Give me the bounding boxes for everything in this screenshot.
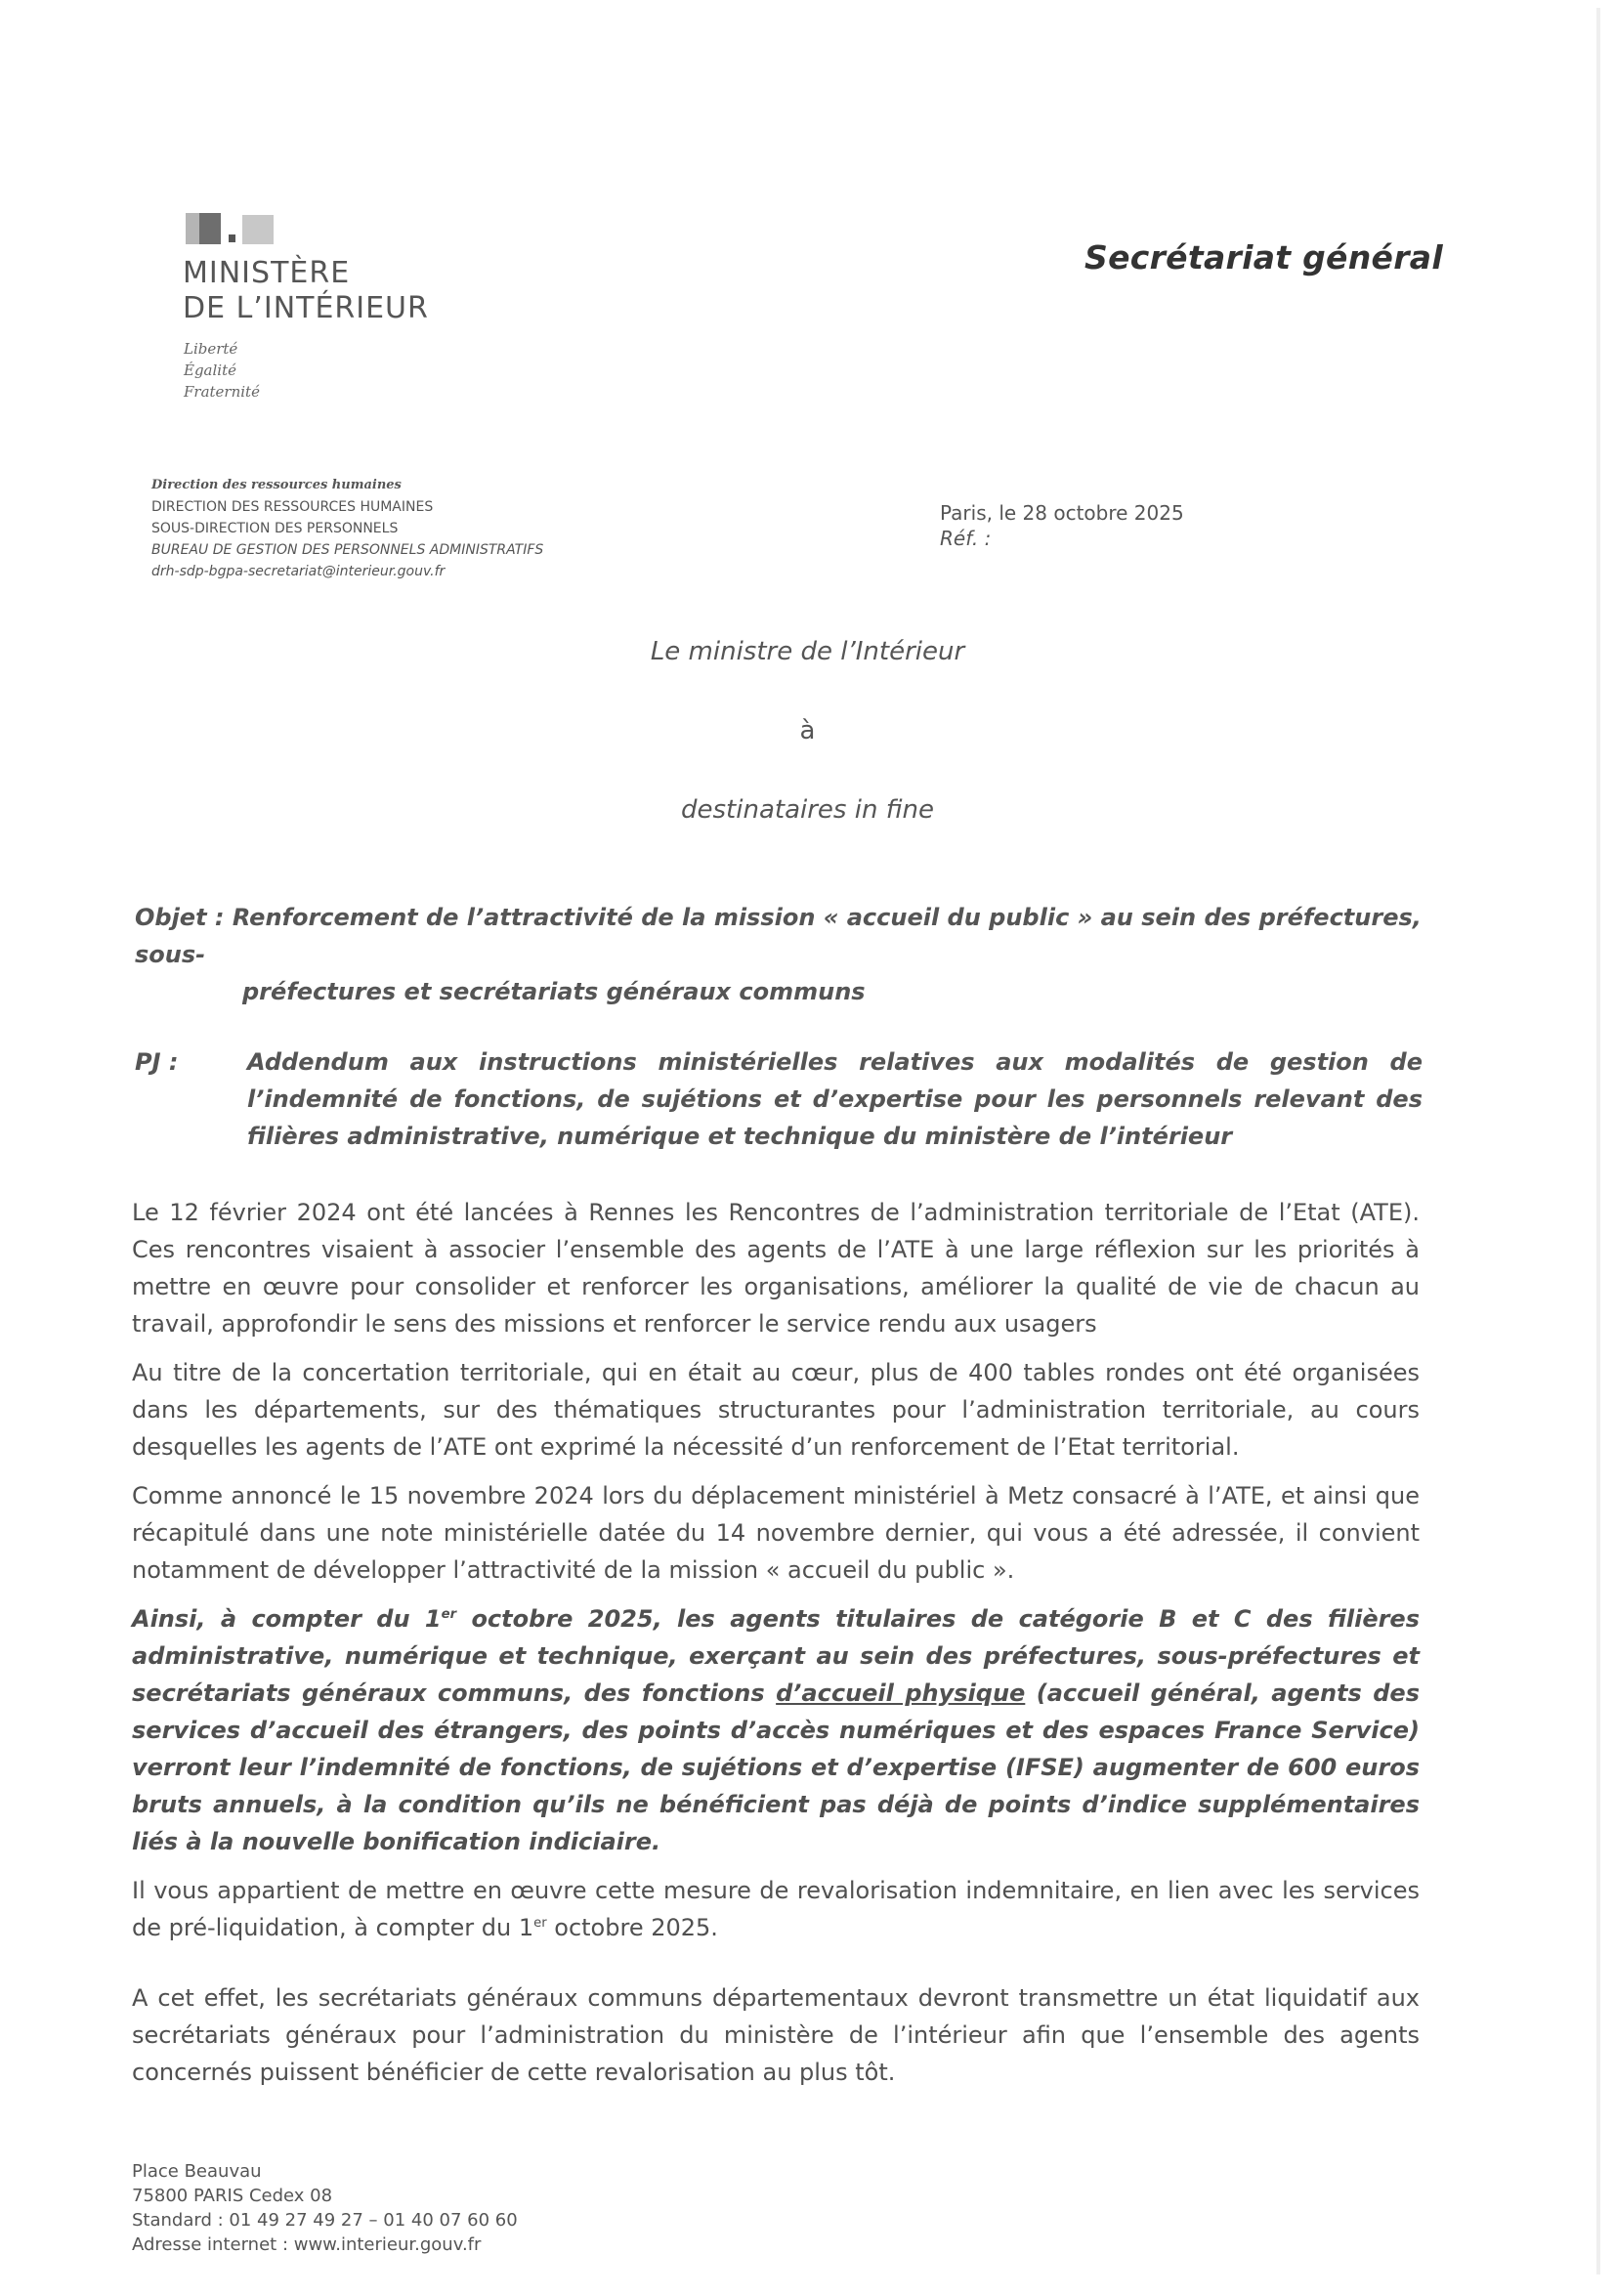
body-paragraph-2: Au titre de la concertation territoriale, qui en était au cœur, plus de 400 tables rondes ont été organisées dans les départements, sur des thématiques structurantes pour l’administration territoriale, au cours desquelles les agents de l’ATE ont exprimé la nécessité d’un renforcement de l’Etat territorial. [132, 1359, 1420, 1461]
logo-marianne-profile [199, 213, 221, 244]
pj-text: Addendum aux instructions ministérielles relatives aux modalités de gestion de l’indemnité de fonctions, de sujétions et d’expertise pour les personnels relevant des filières administrative, numérique et technique du ministère de l’intérieur [247, 1048, 1423, 1150]
place-date-block [940, 500, 1184, 551]
p4-underlined: d’accueil physique [776, 1679, 1026, 1707]
sender-title: Le ministre de l’Intérieur [650, 637, 965, 666]
motto-liberte: Liberté [184, 340, 238, 358]
p4-superscript: er [441, 1607, 457, 1622]
logo-flag-left [186, 213, 199, 244]
objet-line-1 [135, 899, 1424, 973]
bureau-name: BUREAU DE GESTION DES PERSONNELS ADMINISTRATIFS [151, 542, 544, 558]
place-date: Paris, le 28 octobre 2025 [940, 501, 1184, 525]
addressing-connector: à [799, 716, 816, 745]
footer-line-4: Adresse internet : www.interieur.gouv.fr [132, 2234, 482, 2255]
body-paragraph-3: Comme annoncé le 15 novembre 2024 lors du déplacement ministériel à Metz consacré à l’ATE, et ainsi que récapitulé dans une note ministérielle datée du 14 novembre dernier, qui vous a été adressée, il convient notamment de développer l’attractivité de la mission « accueil du public ». [132, 1482, 1420, 1584]
ministry-name [183, 256, 429, 326]
footer-line-3: Standard : 01 49 27 49 27 – 01 40 07 60 60 [132, 2210, 518, 2231]
republic-motto [184, 338, 260, 403]
p4-part-b: octobre 2025, les agents titulaires de catégorie B et C des filières administrative, numérique et technique, exerçant au sein des préfectures, sous-préfectures et secrétariats généraux communs, des fonctions [132, 1605, 1420, 1707]
direction-name: DIRECTION DES RESSOURCES HUMAINES [151, 499, 434, 515]
footer-line-1: Place Beauvau [132, 2161, 262, 2182]
body-paragraph-4 [132, 1600, 1420, 1860]
logo-flag-right [242, 215, 274, 244]
ministry-line-1: MINISTÈRE [183, 256, 351, 290]
objet-text-2: préfectures et secrétariats généraux communs [242, 978, 866, 1005]
motto-egalite: Égalité [184, 361, 236, 379]
p4-part-c: (accueil général, agents des services d’accueil des étrangers, des points d’accès numériques et des espaces France Service) verront leur l’indemnité de fonctions, de sujétions et d’expertise (IFSE) augmenter de 600 euros bruts annuels, à la condition qu’ils ne bénéficient pas déjà de points d’indice supplémentaires liés à la nouvelle bonification indiciaire. [132, 1679, 1420, 1855]
body-paragraph-1: Le 12 février 2024 ont été lancées à Rennes les Rencontres de l’administration territoriale de l’Etat (ATE). Ces rencontres visaient à associer l’ensemble des agents de l’ATE à une large réflexion sur les priorités à mettre en œuvre pour consolider et renforcer les organisations, améliorer la qualité de vie de chacun au travail, approfondir le sens des missions et renforcer le service rendu aux usagers [132, 1199, 1420, 1338]
direction-small: Direction des ressources humaines [151, 478, 402, 492]
objet-label: Objet : [135, 904, 225, 931]
marianne-logo-icon [186, 213, 274, 244]
p5-part-a: Il vous appartient de mettre en œuvre cette mesure de revalorisation indemnitaire, en lien avec les services de pré-liquidation, à compter du 1 [132, 1877, 1420, 1941]
pj-block [135, 1043, 1423, 1155]
sender-email: drh-sdp-bgpa-secretariat@interieur.gouv.fr [151, 564, 446, 579]
body-paragraph-6: A cet effet, les secrétariats généraux communs départementaux devront transmettre un état liquidatif aux secrétariats généraux pour l’administration du ministère de l’intérieur afin que l’ensemble des agents concernés puissent bénéficier de cette revalorisation au plus tôt. [132, 1984, 1420, 2086]
reference-label: Réf. : [940, 527, 992, 550]
letter-body [0, 625, 1615, 2296]
body-paragraph-5 [132, 1872, 1420, 1946]
service-title: Secrétariat général [1084, 238, 1443, 276]
recipient-title: destinataires in fine [681, 795, 934, 825]
p5-superscript: er [533, 1916, 547, 1931]
sub-direction-name: SOUS-DIRECTION DES PERSONNELS [151, 521, 399, 536]
objet-block [135, 899, 1424, 1010]
ministry-line-2: DE L’INTÉRIEUR [183, 291, 429, 325]
pj-label: PJ : [135, 1048, 179, 1076]
logo-flag-block [186, 213, 221, 244]
footer-line-2: 75800 PARIS Cedex 08 [132, 2186, 333, 2206]
p4-part-a: Ainsi, à compter du 1 [132, 1605, 442, 1633]
p5-part-b: octobre 2025. [546, 1914, 718, 1941]
objet-text-1: Renforcement de l’attractivité de la mission « accueil du public » au sein des préfectures, sous- [135, 904, 1422, 968]
logo-dot [229, 234, 235, 242]
motto-fraternite: Fraternité [184, 383, 260, 401]
footer-address [132, 2159, 1615, 2257]
sender-block [151, 475, 894, 582]
